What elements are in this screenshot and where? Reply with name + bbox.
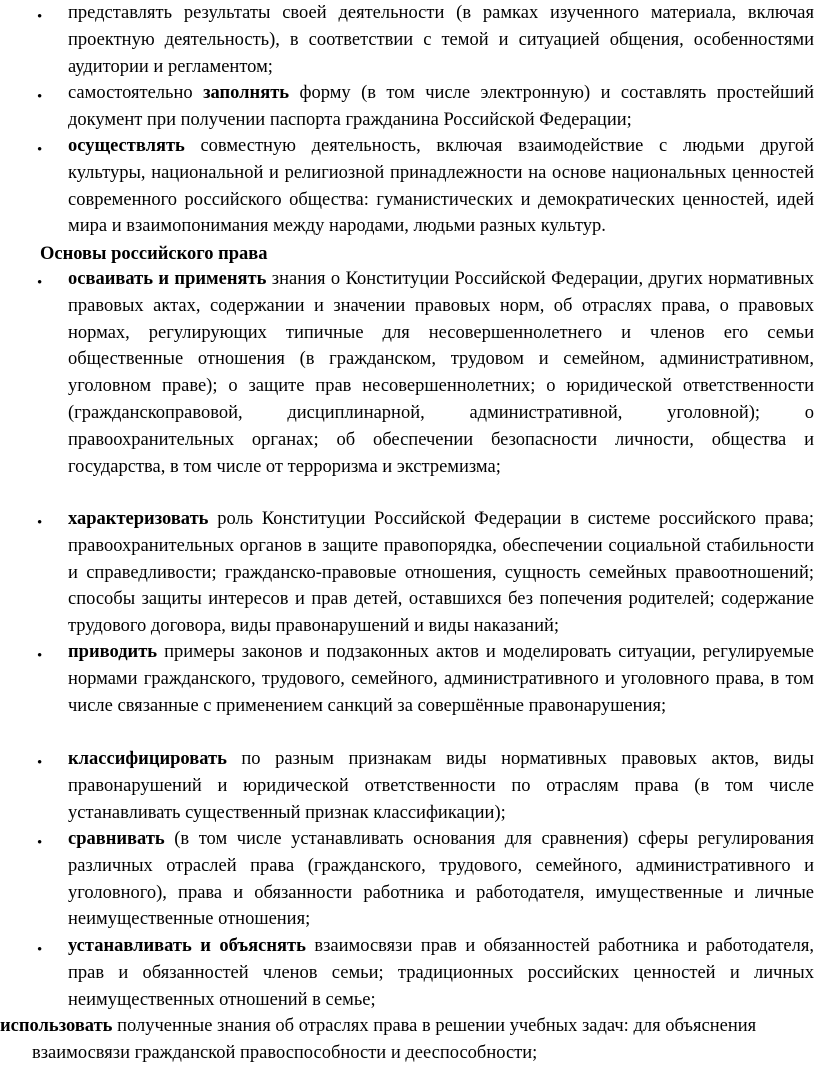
item-text: знания о Конституции Российской Федерации, других нормативных правовых актах, содержании и значении правовых норм, об отраслях права, о правовых нормах, регулирующих типичные для несовершеннолетнего и членов его семьи общественные отношения (в гражданском, трудовом и семейном, административном, уголовном праве); о защите прав несовершеннолетних; о юридической ответственности (гражданскоправовой, дисциплинарной, административной, уголовной); о правоохранительных органах; об обеспечении безопасности личности, общества и государства, в том числе от терроризма и экстремизма; <box>68 269 814 477</box>
item-keyword: характеризовать <box>68 509 209 529</box>
bullet: • <box>37 9 43 25</box>
item-text: взаимосвязи прав и обязанностей работника и работодателя, прав и обязанностей членов семьи; традиционных российских ценностей и личных неимущественных отношений в семье; <box>68 936 815 1010</box>
bullet: • <box>37 648 43 664</box>
tail-line-2: взаимосвязи гражданской правоспособности и дееспособности; <box>32 1042 538 1063</box>
item-text: (в том числе устанавливать основания для сравнения) сферы регулирования различных отраслей права (гражданского, трудового, семейного, административного и уголовного), права и обязанности работника и работодателя, имущественные и личные неимущественные отношения; <box>68 829 814 930</box>
section-heading: Основы российского права <box>40 244 268 264</box>
item-text: совместную деятельность, включая взаимодействие с людьми другой культуры, национальной и религиозной принадлежности на основе национальных ценностей современного российского общества: гуманистических и демократических ценностей, идей мира и взаимопонимания между народами, людьми разных культур. <box>68 136 814 237</box>
list-item <box>68 133 814 240</box>
item-text: форму (в том числе электронную) и составлять простейший документ при получении паспорта гражданина Российской Федерации; <box>68 83 815 130</box>
item-text: по разным признакам виды нормативных правовых актов, виды правонарушений и юридической ответственности по отраслям права (в том числе устанавливать существенный признак классификации); <box>68 749 814 823</box>
list-item <box>68 746 814 826</box>
item-keyword: заполнять <box>203 83 290 103</box>
bullet: • <box>37 835 43 851</box>
item-text: представлять результаты своей деятельности (в рамках изученного материала, включая проектную деятельность), в соответствии с темой и ситуацией общения, особенностями аудитории и регламентом; <box>68 3 814 77</box>
list-item <box>68 0 814 80</box>
item-keyword: осваивать и применять <box>68 269 267 289</box>
list-item <box>68 826 814 933</box>
list-item <box>68 506 814 640</box>
item-keyword: устанавливать и объяснять <box>68 936 306 956</box>
list-item <box>68 80 814 134</box>
tail-paragraph <box>0 1013 814 1067</box>
item-keyword: приводить <box>68 642 158 662</box>
item-keyword: использовать <box>0 1016 113 1036</box>
item-text: примеры законов и подзаконных актов и моделировать ситуации, регулируемые нормами гражданского, трудового, семейного, административного и уголовного права, в том числе связанные с применением санкций за совершённые правонарушения; <box>68 642 814 716</box>
list-item <box>68 933 814 1013</box>
list-item <box>68 639 814 719</box>
item-text-pre: самостоятельно <box>68 83 204 103</box>
item-keyword: сравнивать <box>68 829 165 849</box>
bullet: • <box>37 142 43 158</box>
list-item <box>68 266 814 480</box>
item-text: роль Конституции Российской Федерации в системе российского права; правоохранительных органов в защите правопорядка, обеспечении социальной стабильности и справедливости; гражданско-правовые отношения, сущность семейных правоотношений; способы защиты интересов и прав детей, оставшихся без попечения родителей; содержание трудового договора, виды правонарушений и виды наказаний; <box>68 509 814 637</box>
bullet: • <box>37 942 43 958</box>
tail-line-1: полученные знания об отраслях права в решении учебных задач: для объяснения <box>112 1016 757 1036</box>
bullet: • <box>37 755 43 771</box>
item-keyword: классифицировать <box>68 749 227 769</box>
bullet: • <box>37 89 43 105</box>
bullet: • <box>37 275 43 291</box>
item-keyword: осуществлять <box>68 136 185 156</box>
bullet: • <box>37 515 43 531</box>
